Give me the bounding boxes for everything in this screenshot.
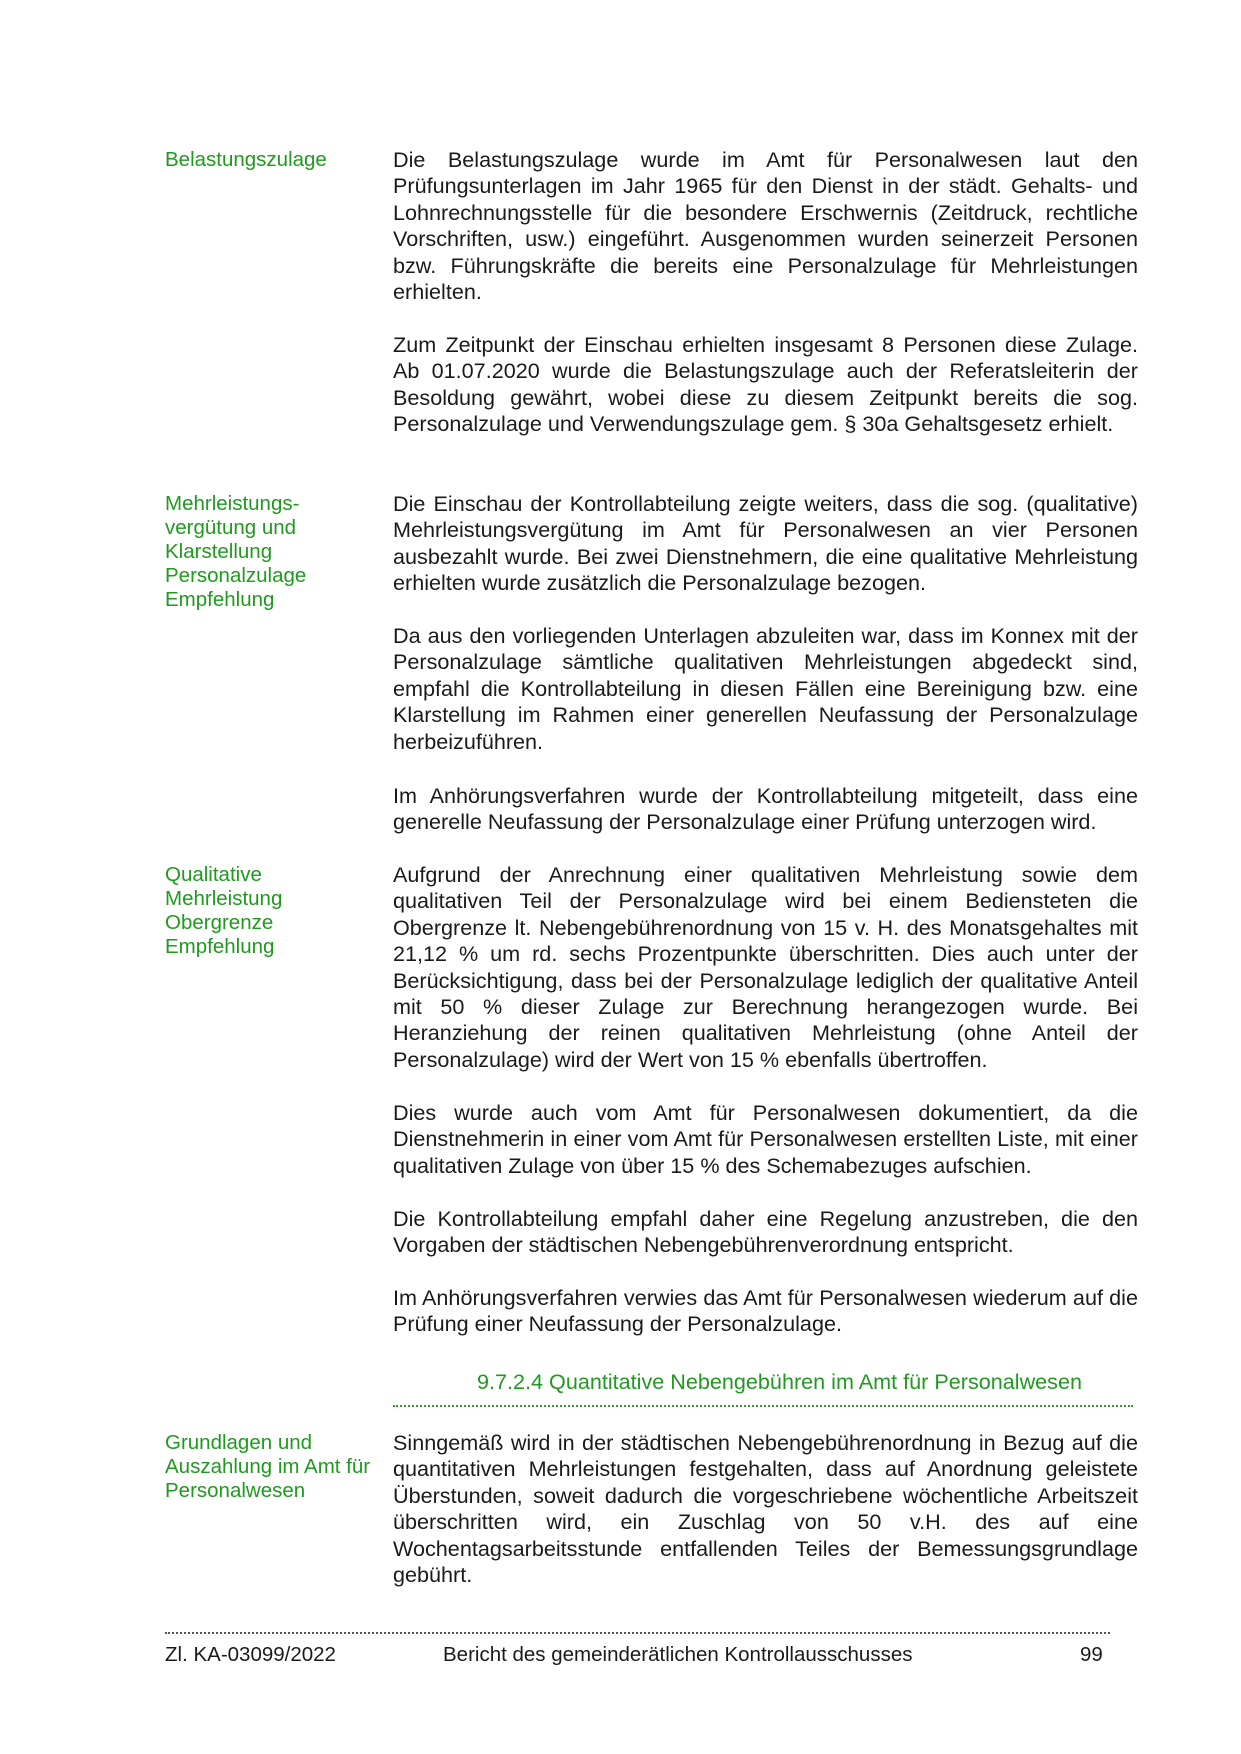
paragraph-3: Die Einschau der Kontrollabteilung zeigte weiters, dass die sog. (qualitative) Mehrleistungsvergütung im Amt für Personalwesen an vier Personen ausbezahlt wurde. Bei zwei Dienstnehmern, die eine qualitative Mehrleistung erhielten wurde zusätzlich die Personalzulage bezogen. [393, 491, 1138, 596]
section-heading-text: 9.7.2.4 Quantitative Nebengebühren im Amt für Personalwesen [477, 1369, 1082, 1394]
paragraph-7: Dies wurde auch vom Amt für Personalwesen dokumentiert, da die Dienstnehmerin in einer vom Amt für Personalwesen erstellten Liste, mit einer qualitativen Zulage von über 15 % des Schemabezuges aufschien. [393, 1100, 1138, 1178]
paragraph-1: Die Belastungszulage wurde im Amt für Personalwesen laut den Prüfungsunterlagen im Jahr 1965 für den Dienst in der städt. Gehalts- und Lohnrechnungsstelle für die besondere Erschwernis (Zeitdruck, rechtliche Vorschriften, usw.) eingeführt. Ausgenommen wurden seinerzeit Personen bzw. Führungskräfte die bereits eine Personalzulage für Mehrleistungen erhielten. [393, 147, 1138, 305]
paragraph-8: Die Kontrollabteilung empfahl daher eine Regelung anzustreben, die den Vorgaben der städtischen Nebengebührenverordnung entspricht. [393, 1206, 1138, 1258]
footer-reference: Zl. KA-03099/2022 [165, 1643, 336, 1666]
sidenote-grundlagen: Grundlagen und Auszahlung im Amt für Personalwesen [165, 1431, 371, 1502]
paragraph-4: Da aus den vorliegenden Unterlagen abzuleiten war, dass im Konnex mit der Personalzulage sämtliche qualitativen Mehrleistungen abgedeckt sind, empfahl die Kontrollabteilung in diesen Fällen eine Bereinigung bzw. eine Klarstellung im Rahmen einer generellen Neufassung der Personalzulage herbeizuführen. [393, 623, 1138, 754]
sidenote-belastungszulage: Belastungszulage [165, 148, 327, 171]
page-number: 99 [1080, 1643, 1103, 1666]
paragraph-6: Aufgrund der Anrechnung einer qualitativen Mehrleistung sowie dem qualitativen Teil der Personalzulage wird bei einem Bediensteten die Obergrenze lt. Nebengebührenordnung von 15 v. H. des Monatsgehaltes mit 21,12 % um rd. sechs Prozentpunkte überschritten. Dies auch unter der Berücksichtigung, dass bei der Personalzulage lediglich der qualitative Anteil mit 50 % dieser Zulage zur Berechnung herangezogen wurde. Bei Heranziehung der reinen qualitativen Mehrleistung (ohne Anteil der Personalzulage) wird der Wert von 15 % ebenfalls übertroffen. [393, 862, 1138, 1072]
paragraph-5: Im Anhörungsverfahren wurde der Kontrollabteilung mitgeteilt, dass eine generelle Neufassung der Personalzulage einer Prüfung unterzogen wird. [393, 783, 1138, 835]
paragraph-2: Zum Zeitpunkt der Einschau erhielten insgesamt 8 Personen diese Zulage. Ab 01.07.2020 wurde die Belastungszulage auch der Referatsleiterin der Besoldung gewährt, wobei diese zu diesem Zeitpunkt bereits die sog. Personalzulage und Verwendungszulage gem. § 30a Gehaltsgesetz erhielt. [393, 332, 1138, 437]
paragraph-10: Sinngemäß wird in der städtischen Nebengebührenordnung in Bezug auf die quantitativen Mehrleistungen festgehalten, dass auf Anordnung geleistete Überstunden, soweit dadurch die vorgeschriebene wöchentliche Arbeitszeit überschritten wird, ein Zuschlag von 50 v.H. des auf eine Wochentagsarbeitsstunde entfallenden Teiles der Bemessungsgrundlage gebührt. [393, 1430, 1138, 1588]
sidenote-qualitative: Qualitative Mehrleistung Obergrenze Empfehlung [165, 863, 283, 958]
footer-title: Bericht des gemeinderätlichen Kontrollausschusses [443, 1643, 913, 1666]
paragraph-9: Im Anhörungsverfahren verwies das Amt für Personalwesen wiederum auf die Prüfung einer Neufassung der Personalzulage. [393, 1285, 1138, 1337]
sidenote-mehrleistung: Mehrleistungs- vergütung und Klarstellung Personalzulage Empfehlung [165, 492, 307, 611]
section-heading [393, 1369, 1133, 1407]
footer-divider [165, 1632, 1110, 1634]
